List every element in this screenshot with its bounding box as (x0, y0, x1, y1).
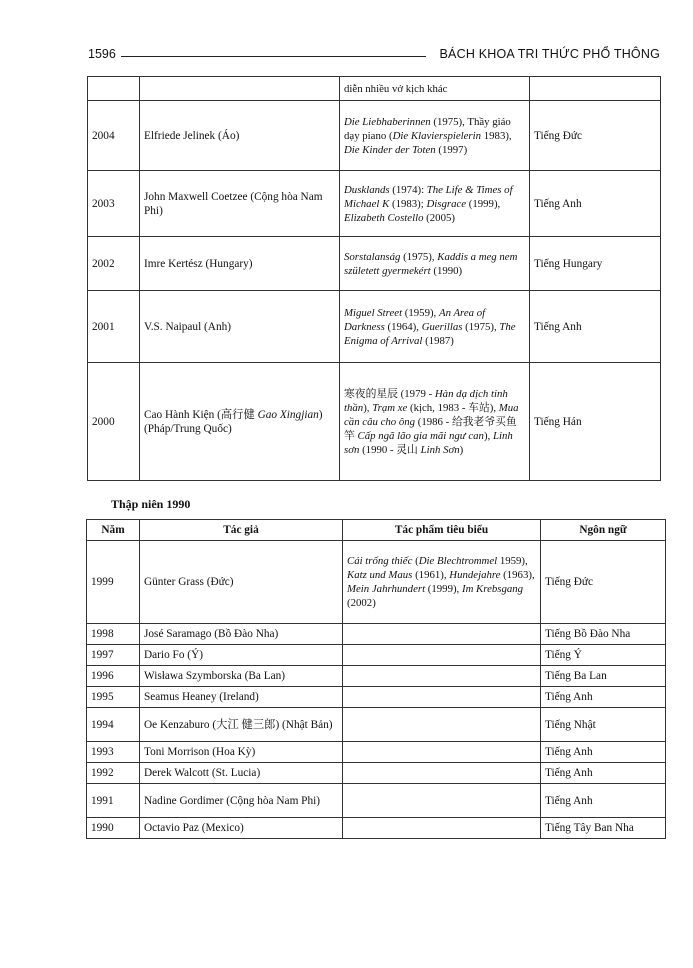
table-row (87, 763, 666, 784)
year-cell: 1995 (87, 687, 140, 708)
author-cell: Octavio Paz (Mexico) (140, 818, 343, 839)
works-cell: 寒夜的星辰 (1979 - Hàn dạ dịch tinh thần), Trạm xe (kịch, 1983 - 车站), Mua cần câu cho ông (1986 - 给我老爷买鱼竿 Cấp ngã lão gia mãi ngư can), Linh sơn (1990 - 灵山 Linh Sơn) (340, 363, 530, 481)
works-cell (343, 624, 541, 645)
works-cell: Miguel Street (1959), An Area of Darkness (1964), Guerillas (1975), The Enigma of Arrival (1987) (340, 291, 530, 363)
table-row (87, 742, 666, 763)
table-row (88, 101, 661, 171)
author-cell: Elfriede Jelinek (Áo) (140, 101, 340, 171)
works-cell (343, 763, 541, 784)
page-header (88, 47, 660, 65)
language-cell: Tiếng Anh (541, 784, 666, 818)
language-cell: Tiếng Anh (541, 763, 666, 784)
language-cell: Tiếng Đức (541, 541, 666, 624)
author-cell: Toni Morrison (Hoa Kỳ) (140, 742, 343, 763)
section-title: Thập niên 1990 (111, 497, 191, 511)
language-cell: Tiếng Bồ Đào Nha (541, 624, 666, 645)
works-cell (343, 708, 541, 742)
works-cell: Cái trống thiếc (Die Blechtrommel 1959), Katz und Maus (1961), Hundejahre (1963), Mein Jahrhundert (1999), Im Krebsgang (2002) (343, 541, 541, 624)
language-cell: Tiếng Anh (541, 687, 666, 708)
author-cell: John Maxwell Coetzee (Cộng hòa Nam Phi) (140, 171, 340, 237)
author-cell: Cao Hành Kiện (高行健 Gao Xingjian) (Pháp/Trung Quốc) (140, 363, 340, 481)
laureates-table-2000s (87, 76, 661, 481)
language-cell: Tiếng Anh (541, 742, 666, 763)
author-cell: Wisława Szymborska (Ba Lan) (140, 666, 343, 687)
language-cell: Tiếng Hán (530, 363, 661, 481)
year-cell: 2002 (88, 237, 140, 291)
year-cell: 1994 (87, 708, 140, 742)
table-row (87, 818, 666, 839)
author-cell: José Saramago (Bồ Đào Nha) (140, 624, 343, 645)
table-row (87, 784, 666, 818)
table-row (87, 624, 666, 645)
works-cell (343, 645, 541, 666)
author-cell: Dario Fo (Ý) (140, 645, 343, 666)
works-cell (343, 818, 541, 839)
works-cell (343, 784, 541, 818)
year-cell: 2000 (88, 363, 140, 481)
page-number: 1596 (88, 47, 116, 61)
author-cell: Seamus Heaney (Ireland) (140, 687, 343, 708)
author-cell (140, 77, 340, 101)
header-rule (121, 56, 426, 57)
language-cell: Tiếng Anh (530, 171, 661, 237)
table-row (88, 363, 661, 481)
author-cell: Oe Kenzaburo (大江 健三郎) (Nhật Bản) (140, 708, 343, 742)
year-cell: 1990 (87, 818, 140, 839)
table-row (87, 708, 666, 742)
author-cell: Derek Walcott (St. Lucia) (140, 763, 343, 784)
language-cell: Tiếng Anh (530, 291, 661, 363)
works-cell (343, 687, 541, 708)
year-cell: 1998 (87, 624, 140, 645)
table-row (87, 666, 666, 687)
table-row (87, 541, 666, 624)
language-cell: Tiếng Ý (541, 645, 666, 666)
year-cell: 1991 (87, 784, 140, 818)
table-row (87, 645, 666, 666)
table-row (88, 77, 661, 101)
year-cell: 1992 (87, 763, 140, 784)
table-row (88, 237, 661, 291)
year-cell: 2003 (88, 171, 140, 237)
year-cell: 2001 (88, 291, 140, 363)
column-header-year: Năm (87, 520, 140, 541)
year-cell: 1997 (87, 645, 140, 666)
year-cell (88, 77, 140, 101)
author-cell: Imre Kertész (Hungary) (140, 237, 340, 291)
works-cell: Sorstalanság (1975), Kaddis a meg nem született gyermekért (1990) (340, 237, 530, 291)
table-row (88, 171, 661, 237)
language-cell: Tiếng Đức (530, 101, 661, 171)
language-cell: Tiếng Nhật (541, 708, 666, 742)
year-cell: 1993 (87, 742, 140, 763)
year-cell: 2004 (88, 101, 140, 171)
table-row (87, 687, 666, 708)
works-cell (343, 742, 541, 763)
column-header-author: Tác giả (140, 520, 343, 541)
language-cell (530, 77, 661, 101)
works-cell: Dusklands (1974): The Life & Times of Michael K (1983); Disgrace (1999), Elizabeth Costello (2005) (340, 171, 530, 237)
column-header-works: Tác phẩm tiêu biểu (343, 520, 541, 541)
works-cell (343, 666, 541, 687)
table-header-row (87, 520, 666, 541)
table-row (88, 291, 661, 363)
column-header-language: Ngôn ngữ (541, 520, 666, 541)
year-cell: 1996 (87, 666, 140, 687)
author-cell: V.S. Naipaul (Anh) (140, 291, 340, 363)
laureates-table-1990s (86, 519, 666, 839)
language-cell: Tiếng Tây Ban Nha (541, 818, 666, 839)
works-cell: diễn nhiều vở kịch khác (340, 77, 530, 101)
language-cell: Tiếng Ba Lan (541, 666, 666, 687)
author-cell: Günter Grass (Đức) (140, 541, 343, 624)
running-title: BÁCH KHOA TRI THỨC PHỔ THÔNG (439, 47, 660, 61)
language-cell: Tiếng Hungary (530, 237, 661, 291)
works-cell: Die Liebhaberinnen (1975), Thầy giáo dạy piano (Die Klavierspielerin 1983), Die Kinder der Toten (1997) (340, 101, 530, 171)
year-cell: 1999 (87, 541, 140, 624)
author-cell: Nadine Gordimer (Cộng hòa Nam Phi) (140, 784, 343, 818)
